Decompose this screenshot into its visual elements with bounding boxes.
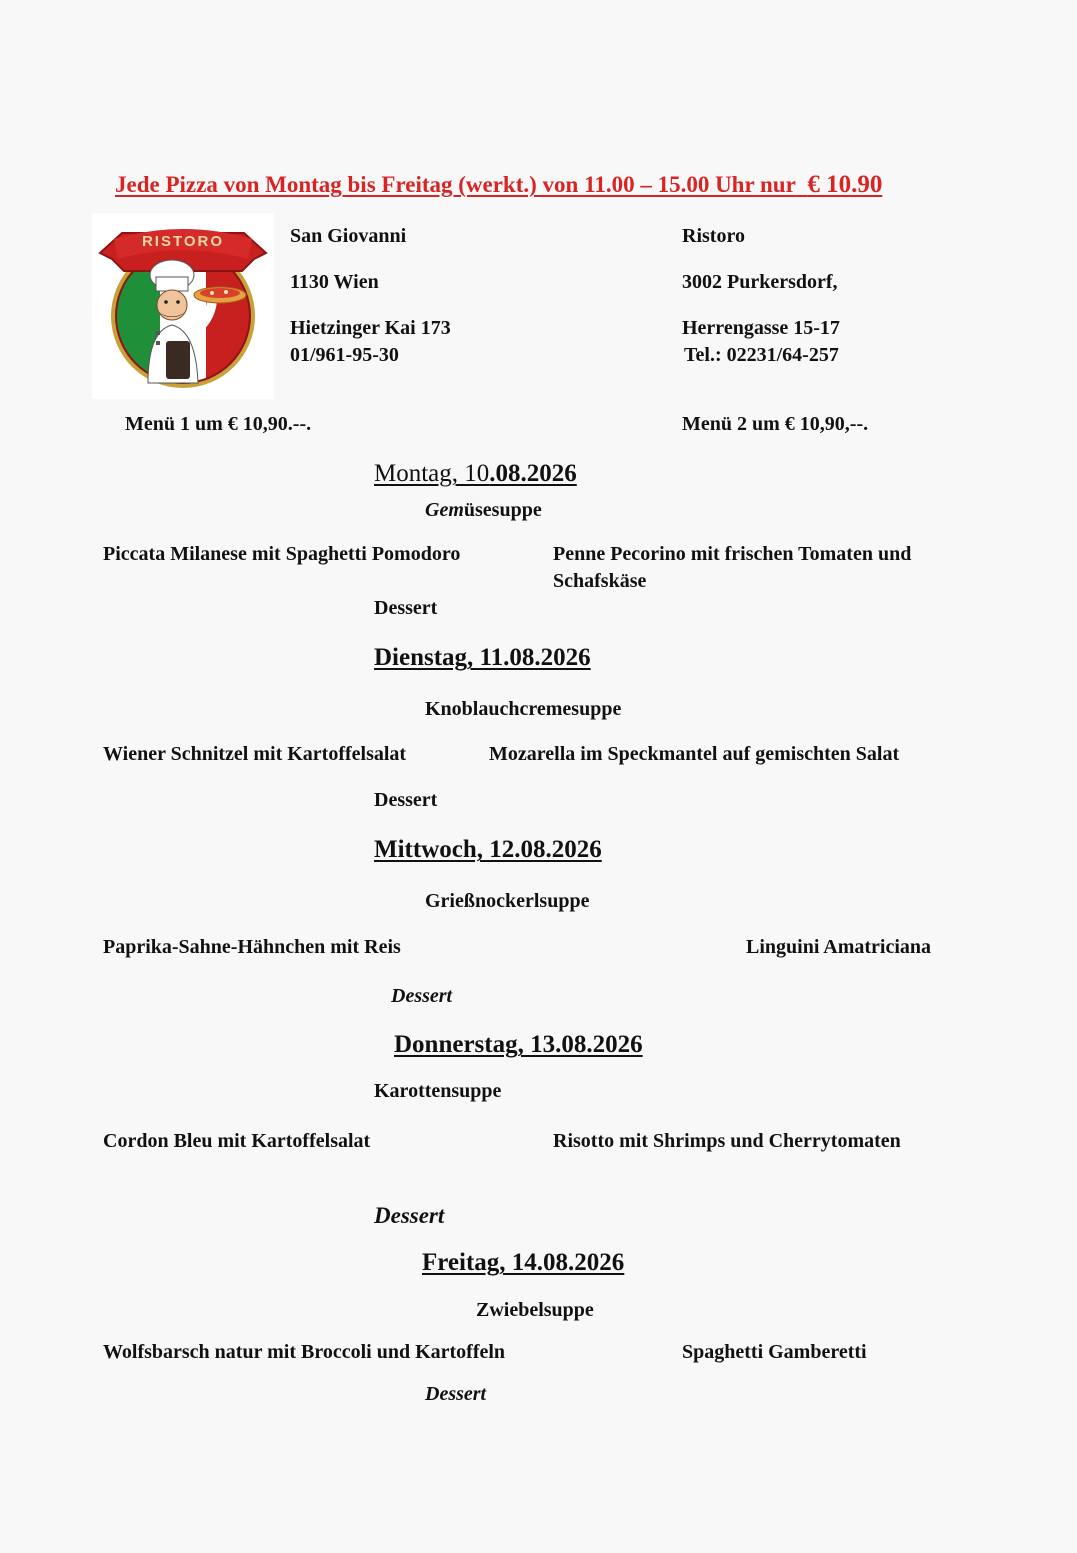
menu2-price: Menü 2 um € 10,90,--. [682, 413, 869, 435]
day-heading-thursday: Donnerstag, 13.08.2026 [394, 1031, 643, 1058]
day-heading-tuesday: Dienstag, 11.08.2026 [374, 644, 591, 671]
location1-city: 1130 Wien [290, 271, 379, 293]
promo-text: Jede Pizza von Montag bis Freitag (werkt.) von 11.00 – 15.00 Uhr nur [115, 172, 796, 197]
monday-soup-prefix: Gem [425, 499, 464, 521]
day-heading-monday [374, 460, 577, 488]
monday-soup [425, 499, 542, 522]
friday-dish-2: Spaghetti Gamberetti [682, 1341, 867, 1363]
restaurant-logo [92, 213, 274, 399]
chef-logo-icon [92, 213, 274, 399]
location2-phone: Tel.: 02231/64-257 [684, 344, 839, 366]
monday-dessert: Dessert [374, 597, 438, 619]
monday-dish-1: Piccata Milanese mit Spaghetti Pomodoro [103, 543, 461, 565]
monday-dish-2-line2: Schafskäse [553, 570, 647, 592]
location1-name: San Giovanni [290, 225, 407, 247]
location1-street: Hietzinger Kai 173 [290, 317, 451, 339]
thursday-dish-2: Risotto mit Shrimps und Cherrytomaten [553, 1130, 901, 1152]
location2-name: Ristoro [682, 225, 745, 247]
wednesday-dish-1: Paprika-Sahne-Hähnchen mit Reis [103, 936, 401, 958]
wednesday-dessert: Dessert [391, 985, 453, 1007]
thursday-dish-1: Cordon Bleu mit Kartoffelsalat [103, 1130, 371, 1152]
thursday-soup: Karottensuppe [374, 1080, 502, 1102]
wednesday-soup: Grießnockerlsuppe [425, 890, 590, 912]
friday-dish-1: Wolfsbarsch natur mit Broccoli und Kartoffeln [103, 1341, 506, 1363]
location1-phone: 01/961-95-30 [290, 344, 399, 366]
day-heading-friday: Freitag, 14.08.2026 [422, 1249, 625, 1276]
monday-heading-suffix: .08.2026 [489, 460, 577, 487]
menu1-price: Menü 1 um € 10,90.--. [125, 413, 312, 435]
tuesday-dish-2: Mozarella im Speckmantel auf gemischten Salat [489, 743, 900, 765]
tuesday-dessert: Dessert [374, 789, 438, 811]
wednesday-dish-2: Linguini Amatriciana [746, 936, 932, 958]
location2-city: 3002 Purkersdorf, [682, 271, 838, 293]
monday-soup-suffix: üsesuppe [463, 499, 542, 521]
tuesday-soup: Knoblauchcremesuppe [425, 698, 622, 720]
monday-heading-prefix: Montag, 10 [374, 460, 490, 487]
friday-dessert: Dessert [425, 1383, 487, 1405]
friday-soup: Zwiebelsuppe [476, 1299, 594, 1321]
thursday-dessert: Dessert [374, 1203, 445, 1228]
promo-price: € 10.90 [807, 171, 883, 198]
tuesday-dish-1: Wiener Schnitzel mit Kartoffelsalat [103, 743, 407, 765]
monday-dish-2-line1: Penne Pecorino mit frischen Tomaten und [553, 543, 912, 565]
logo-banner-text: RISTORO [141, 233, 225, 250]
day-heading-wednesday: Mittwoch, 12.08.2026 [374, 836, 602, 863]
promo-line [115, 171, 882, 199]
location2-street: Herrengasse 15-17 [682, 317, 840, 339]
